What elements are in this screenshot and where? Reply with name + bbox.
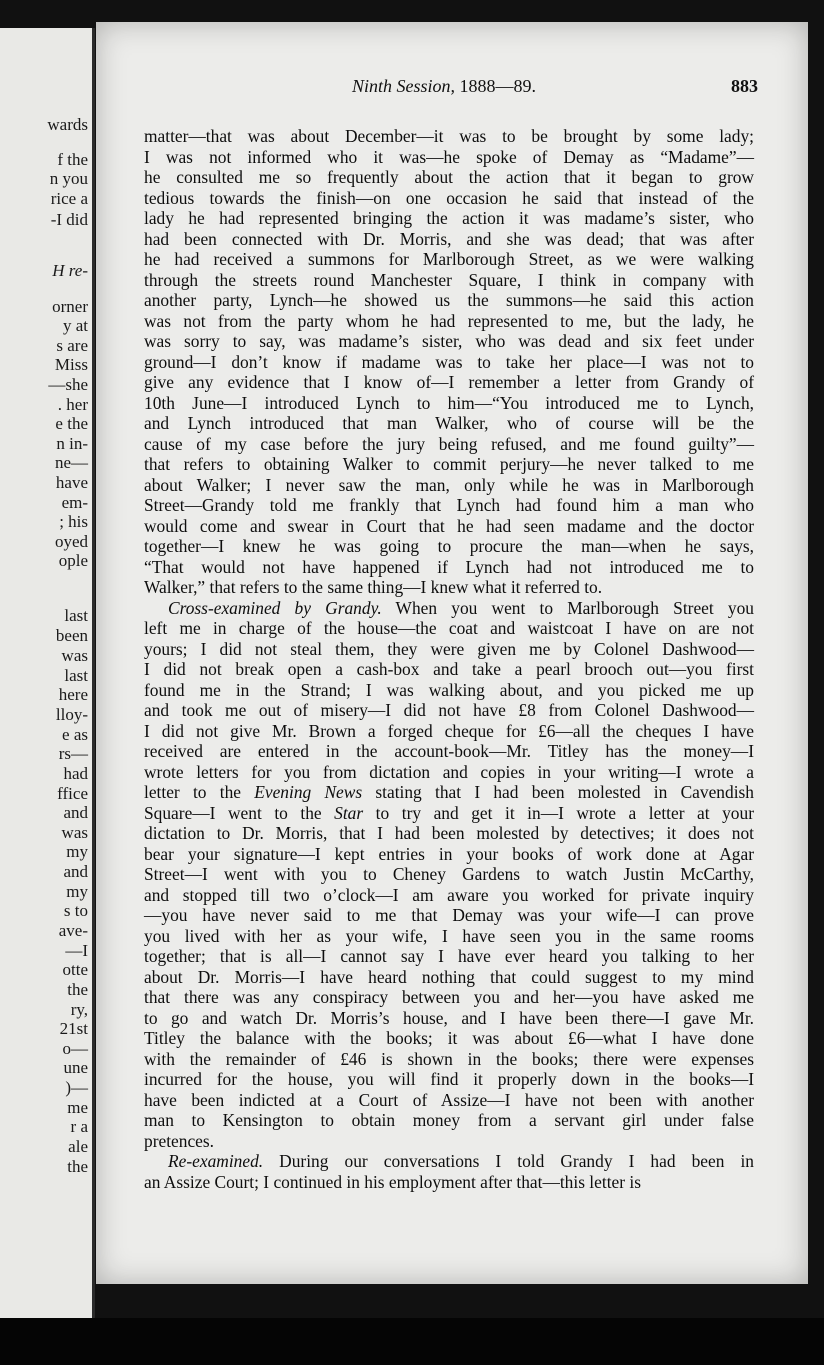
text-line: another party, Lynch—he showed us the summons—he said this action xyxy=(144,290,754,310)
left-page-fragment: e as xyxy=(62,725,88,744)
text-line: I did not give Mr. Brown a forged cheque for £6—all the cheques I have xyxy=(144,720,754,741)
left-page-fragment: rice a xyxy=(50,189,88,208)
left-page-fragment: oyed xyxy=(54,532,88,551)
left-page-fragment: been xyxy=(55,626,88,645)
left-page-fragment: rs— xyxy=(58,744,88,763)
page-number: 883 xyxy=(731,76,758,96)
text-line: about Dr. Morris—I have heard nothing that could suggest to my mind xyxy=(144,966,754,987)
text-line: with the remainder of £46 is shown in the books; there were expenses xyxy=(144,1048,754,1069)
text-line: man to Kensington to obtain money from a servant girl under false xyxy=(144,1110,754,1130)
left-page-fragment: em- xyxy=(61,493,88,512)
text-line: matter—that was about December—it was to be brought by some lady; xyxy=(144,126,754,146)
left-page-fragment: here xyxy=(58,685,88,704)
left-page-fragment: was xyxy=(61,823,88,842)
re-examined-label: Re-examined. xyxy=(168,1151,264,1171)
text-line: Square—I went to the Star to try and get it in—I wrote a letter at your xyxy=(144,802,754,823)
text-line: Walker,” that refers to the same thing—I knew what it referred to. xyxy=(144,577,603,597)
text-line: he had received a summons for Marlborough Street, as we were walking xyxy=(144,249,754,269)
text-line: 10th June—I introduced Lynch to him—“You introduced me to Lynch, xyxy=(144,392,754,413)
left-page-fragment: and xyxy=(63,862,88,881)
left-page-fragment: otte xyxy=(62,960,88,979)
text-line: dictation to Dr. Morris, that I had been molested by detectives; it does not xyxy=(144,823,754,843)
left-page-fragment: 21st xyxy=(59,1019,88,1038)
running-head xyxy=(96,76,808,100)
left-page-fragment: me xyxy=(67,1098,88,1117)
text-line: that there was any conspiracy between you and her—you have asked me xyxy=(144,987,754,1007)
text-line: —you have never said to me that Demay was your wife—I can prove xyxy=(144,905,754,925)
left-page-fragment: ale xyxy=(68,1137,88,1156)
text-line: cause of my case before the jury being refused, and me found guilty”— xyxy=(144,433,754,454)
text-line: Street—I went with you to Cheney Gardens to watch Justin McCarthy, xyxy=(144,864,754,884)
text-line: letter to the Evening News stating that I had been molested in Cavendish xyxy=(144,782,754,802)
left-page-fragment: ople xyxy=(58,551,88,570)
text-line: tedious towards the finish—on one occasion he said that instead of the xyxy=(144,187,754,208)
left-page-fragment: ; his xyxy=(59,512,88,531)
text-line xyxy=(144,598,754,619)
text-line: and stopped till two o’clock—I am aware you worked for private inquiry xyxy=(144,884,754,905)
left-page-fragment: ry, xyxy=(70,1000,88,1019)
text-line: received are entered in the account-book—Mr. Titley has the money—I xyxy=(144,741,754,761)
text-line: found me in the Strand; I was walking about, and you picked me up xyxy=(144,679,754,700)
left-page-edge xyxy=(0,28,95,1318)
text-line: have been indicted at a Court of Assize—I have not been with another xyxy=(144,1089,754,1110)
left-page-fragment: the xyxy=(67,980,88,999)
left-page-fragment: H re- xyxy=(52,261,88,280)
left-page-fragment: s to xyxy=(63,901,88,920)
text-line: was not from the party whom he had represented to me, but the lady, he xyxy=(144,310,754,331)
text-line: pretences. xyxy=(144,1130,215,1151)
text-line: lady he had represented bringing the action it was madame’s sister, who xyxy=(144,208,754,228)
left-page-fragment: n in- xyxy=(56,434,88,453)
left-page-fragment: the xyxy=(67,1157,88,1176)
text-line: you lived with her as your wife, I have seen you in the same rooms xyxy=(144,925,754,946)
left-page-fragment: e the xyxy=(55,414,88,433)
text-line: Titley the balance with the books; it was about £6—what I have done xyxy=(144,1028,754,1048)
text-line: was sorry to say, was madame’s sister, who was dead and six feet under xyxy=(144,331,754,351)
left-page-fragment: n you xyxy=(49,169,88,188)
text-line: ground—I don’t know if madame was to take her place—I was not to xyxy=(144,351,754,372)
text-line: together—I knew he was going to procure the man—when he says, xyxy=(144,536,754,556)
text-line: that refers to obtaining Walker to commit perjury—he never talked to me xyxy=(144,454,754,474)
text-line: I did not break open a cash-box and take a pearl brooch out—you first xyxy=(144,659,754,679)
left-page-fragment: last xyxy=(64,606,88,625)
text-line: wrote letters for you from dictation and copies in your writing—I wrote a xyxy=(144,761,754,782)
scan-bottom-edge xyxy=(0,1318,824,1365)
line-text: During our conversations I told Grandy I had been in xyxy=(263,1151,754,1171)
left-page-fragment: last xyxy=(64,666,88,685)
text-line: and took me out of misery—I did not have £8 from Colonel Dashwood— xyxy=(144,700,754,720)
left-page-fragment: and xyxy=(63,803,88,822)
text-line: Street—Grandy told me frankly that Lynch had found him a man who xyxy=(144,495,754,515)
left-page-fragment: f the xyxy=(57,150,88,169)
line-text: When you went to Marlborough Street you xyxy=(381,597,754,618)
text-line: he consulted me so frequently about the action that it began to grow xyxy=(144,167,754,187)
text-line: give any evidence that I know of—I remember a letter from Grandy of xyxy=(144,372,754,392)
body-text xyxy=(144,126,754,1192)
left-page-fragment: Miss xyxy=(54,355,88,374)
left-page-fragment: wards xyxy=(47,115,88,134)
text-line: through the streets round Manchester Square, I think in company with xyxy=(144,269,754,290)
left-page-fragment: o— xyxy=(62,1039,88,1058)
text-line: would come and swear in Court that he had seen madame and the doctor xyxy=(144,515,754,536)
left-page-fragment: was xyxy=(61,646,88,665)
text-line: together; that is all—I cannot say I have ever heard you talking to her xyxy=(144,946,754,966)
left-page-fragment: ffice xyxy=(57,784,88,803)
left-page-fragment: my xyxy=(66,842,88,861)
text-line: left me in charge of the house—the coat and waistcoat I have on are not xyxy=(144,618,754,638)
text-line: an Assize Court; I continued in his employment after that—this letter is xyxy=(144,1171,641,1192)
text-line: “That would not have happened if Lynch had not introduced me to xyxy=(144,556,754,577)
left-page-fragment: have xyxy=(55,473,88,492)
left-page-fragment: —she xyxy=(48,375,88,394)
text-line: I was not informed who it was—he spoke of Demay as “Madame”— xyxy=(144,146,754,167)
text-line: yours; I did not steal them, they were given me by Colonel Dashwood— xyxy=(144,638,754,659)
left-page-fragment: ne— xyxy=(54,453,88,472)
left-page-fragment: s are xyxy=(56,336,88,355)
left-page-fragment: . her xyxy=(57,395,88,414)
left-page-fragment: my xyxy=(66,882,88,901)
left-page-fragment: y at xyxy=(62,316,88,335)
left-page-fragment: )— xyxy=(65,1078,88,1097)
text-line: about Walker; I never saw the man, only while he was in Marlborough xyxy=(144,474,754,495)
left-page-fragment: —I xyxy=(65,941,88,960)
text-line: to go and watch Dr. Morris’s house, and I have been there—I gave Mr. xyxy=(144,1007,754,1028)
text-line xyxy=(144,1151,754,1172)
left-page-fragment: une xyxy=(63,1058,88,1077)
right-page xyxy=(96,22,808,1284)
text-line: and Lynch introduced that man Walker, who of course will be the xyxy=(144,413,754,433)
left-page-fragment: r a xyxy=(70,1117,88,1136)
left-page-fragment: orner xyxy=(52,297,88,316)
text-line: bear your signature—I kept entries in your books of work done at Agar xyxy=(144,843,754,864)
text-line: had been connected with Dr. Morris, and she was dead; that was after xyxy=(144,228,754,249)
left-page-fragment: -I did xyxy=(50,210,88,229)
left-page-fragment: lloy- xyxy=(55,705,88,724)
left-page-fragment: ave- xyxy=(58,921,88,940)
cross-examined-label: Cross-examined by Grandy. xyxy=(168,597,382,618)
session-title: Ninth Session, 1888—89. xyxy=(352,76,537,96)
text-line: incurred for the house, you will find it properly down in the books—I xyxy=(144,1069,754,1089)
left-page-fragment: had xyxy=(63,764,88,783)
